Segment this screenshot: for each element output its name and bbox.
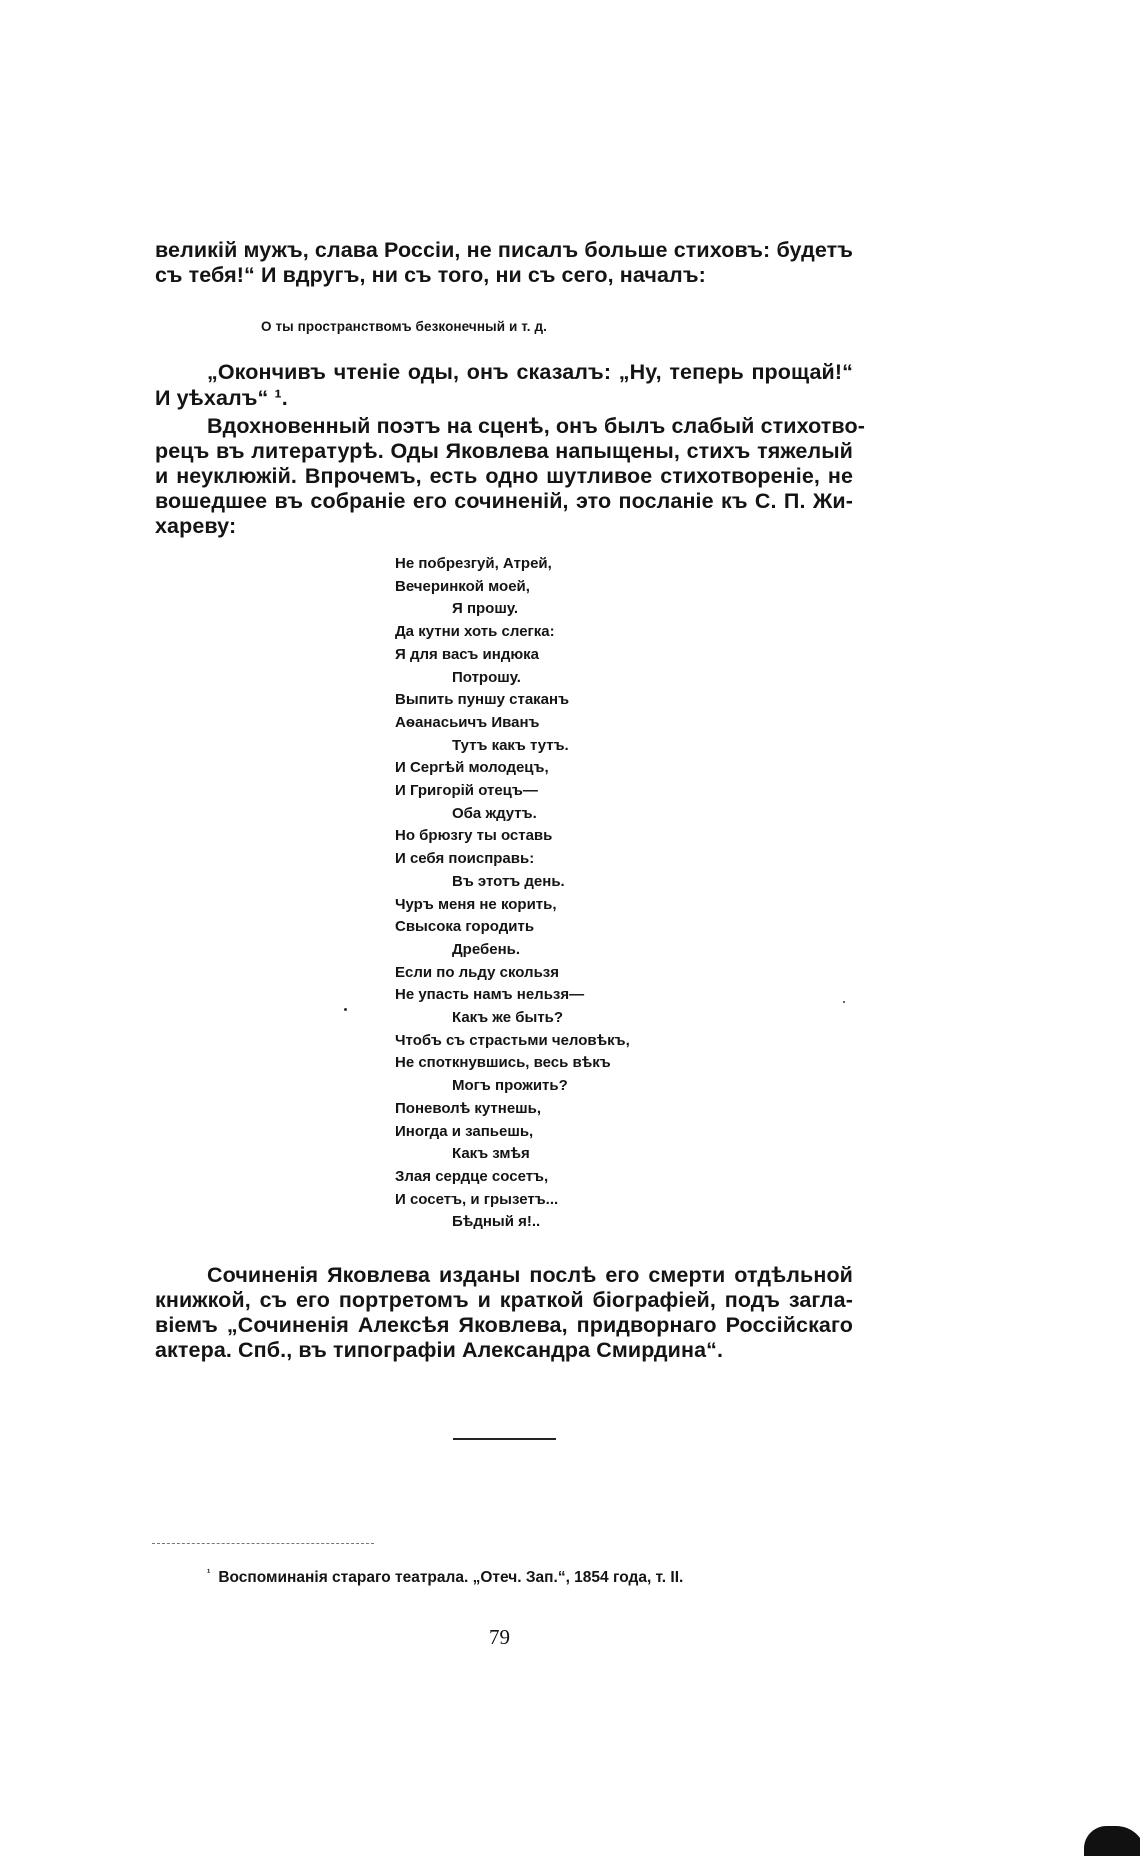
- section-divider: [453, 1438, 556, 1440]
- scan-thumb-shadow: [1084, 1826, 1140, 1856]
- poem-line: Аѳанасьичъ Иванъ: [395, 713, 540, 731]
- poem-line: Злая сердце сосетъ,: [395, 1167, 549, 1185]
- intro-line-1: великій мужъ, слава Россіи, не писалъ больше стиховъ: будетъ: [155, 238, 853, 262]
- poem-line: Потрошу.: [452, 668, 521, 686]
- poem-line: Не упасть намъ нельзя—: [395, 986, 585, 1004]
- poem-line: Могъ прожить?: [452, 1077, 568, 1095]
- poem-line: И себя поисправь:: [395, 850, 535, 868]
- footnote-rule: [152, 1543, 374, 1544]
- poem-line: И Григорій отецъ—: [395, 782, 538, 800]
- footnote: [207, 1568, 683, 1587]
- poem-line: Оба ждутъ.: [452, 804, 537, 822]
- poem-line: Чтобъ съ страстьми человѣкъ,: [395, 1031, 630, 1049]
- poem-line: Въ этотъ день.: [452, 872, 565, 890]
- footnote-mark: ¹: [207, 1568, 211, 1579]
- para2-line-3: и неуклюжій. Впрочемъ, есть одно шутливое стихотвореніе, не: [155, 464, 853, 488]
- poem-line: Не побрезгуй, Атрей,: [395, 555, 552, 572]
- footnote-text: Воспоминанія стараго театрала. „Отеч. Зап.“, 1854 года, т. II.: [218, 1569, 684, 1587]
- poem-line: Но брюзгу ты оставь: [395, 827, 553, 845]
- para2-line-2: рецъ въ литературѣ. Оды Яковлева напыщены, стихъ тяжелый: [155, 439, 853, 463]
- intro-line-2: съ тебя!“ И вдругъ, ни съ того, ни съ сего, началъ:: [155, 263, 706, 287]
- poem-line: Чуръ меня не корить,: [395, 895, 557, 913]
- poem-line: Я для васъ индюка: [395, 645, 539, 663]
- poem-line: Если по льду скользя: [395, 963, 560, 981]
- scan-speck: [843, 1001, 845, 1003]
- poem-line: Вечеринкой моей,: [395, 577, 530, 595]
- poem: [395, 553, 630, 1234]
- quote-line: О ты пространствомъ безконечный и т. д.: [261, 319, 548, 334]
- poem-line: Свысока городить: [395, 918, 535, 936]
- para2-line-4: вошедшее въ собраніе его сочиненій, это посланіе къ С. П. Жи-: [155, 489, 853, 513]
- para2-line-5: хареву:: [155, 514, 237, 538]
- page-number: 79: [489, 1625, 510, 1649]
- para3-line-4: актера. Спб., въ типографіи Александра Смирдина“.: [155, 1338, 724, 1362]
- scan-speck: [344, 1008, 347, 1011]
- poem-line: Не споткнувшись, весь вѣкъ: [395, 1054, 611, 1072]
- poem-line: Я прошу.: [452, 600, 519, 618]
- poem-line: Поневолѣ кутнешь,: [395, 1099, 542, 1117]
- poem-line: Бѣдный я!..: [452, 1213, 541, 1231]
- para1-line-2: И уѣхалъ“ ¹.: [155, 386, 288, 410]
- poem-line: И Сергѣй молодецъ,: [395, 759, 549, 777]
- poem-line: Да кутни хоть слегка:: [395, 623, 555, 641]
- para3-line-3: віемъ „Сочиненія Алексѣя Яковлева, придворнаго Россійскаго: [155, 1313, 853, 1337]
- para3-line-1: Сочиненія Яковлева изданы послѣ его смерти отдѣльной: [207, 1263, 853, 1287]
- poem-line: Иногда и запьешь,: [395, 1122, 534, 1140]
- para1-line-1: „Окончивъ чтеніе оды, онъ сказалъ: „Ну, теперь прощай!“: [207, 360, 853, 384]
- poem-line: Какъ же быть?: [452, 1009, 564, 1027]
- poem-line: Дребень.: [452, 940, 521, 958]
- poem-line: Выпить пуншу стаканъ: [395, 691, 570, 709]
- poem-line: И сосетъ, и грызетъ...: [395, 1190, 559, 1208]
- para3-line-2: книжкой, съ его портретомъ и краткой біографіей, подъ загла-: [155, 1288, 853, 1312]
- para2-line-1: Вдохновенный поэтъ на сценѣ, онъ былъ слабый стихотво-: [207, 414, 865, 438]
- poem-line: Какъ змѣя: [452, 1145, 530, 1163]
- poem-line: Тутъ какъ тутъ.: [452, 736, 569, 754]
